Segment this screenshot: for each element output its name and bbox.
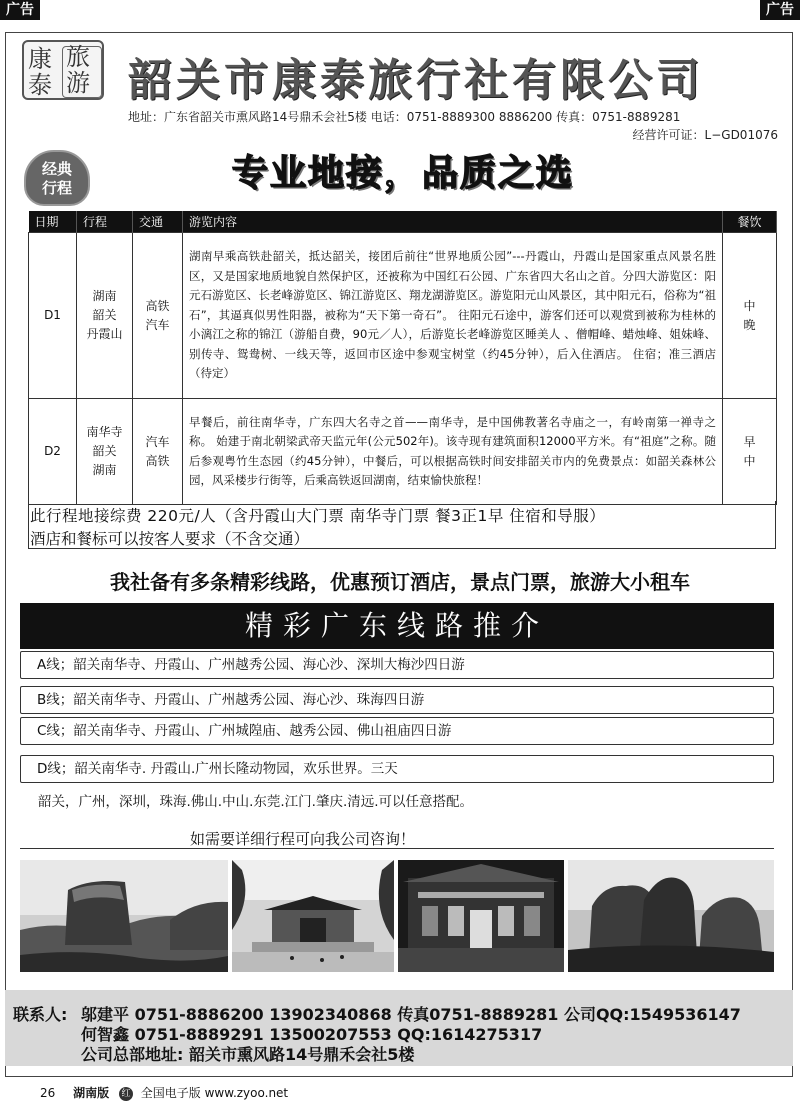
contact-row-3: 公司总部地址: 韶关市熏风路14号鼎禾会社5楼	[81, 1045, 415, 1064]
slogan: 专业地接，品质之选	[232, 153, 575, 194]
transport-mode: 高铁	[145, 298, 170, 313]
photo-danxia-rock	[20, 860, 228, 972]
website-label: 全国电子版 www.zyoo.net	[140, 1086, 289, 1100]
classic-itinerary-badge	[18, 150, 96, 206]
itinerary-table	[28, 211, 777, 505]
content-cell: 湖南早乘高铁赴韶关，抵达韶关，接团后前往“世界地质公园”---丹霞山，丹霞山是国家重点风景名胜区，又是国家地质地貌自然保护区，还被称为中国红石公园、广东省四大名山之首。分四大游览区：阳元石游览区、长老峰游览区、锦江游览区、翔龙湖游览区。游览阳元山风景区，其中阳元石，俗称为“祖石”，其逼真似男性阳器，被称为“天下第一奇石”。 往阳元石途中，游客们还可以观赏到被称为桂林的小漓江之称的锦江（游船自费，90元／人），后游览长老峰游览区睡美人 、僧帽峰、蜡烛峰、姐妹峰、别传寺、鸳鸯树、一线天等，返回市区途中参观宝树堂（约45分钟），后入住酒店。 住宿；准三酒店 （待定）	[183, 233, 723, 399]
photo-night-building	[398, 860, 564, 972]
route-item-a: A线；韶关南华寺、丹霞山、广州越秀公园、海心沙、深圳大梅沙四日游	[20, 651, 774, 679]
consult-note: 如需要详细行程可向我公司咨询！	[190, 830, 416, 848]
routes-banner: 精彩广东线路推介	[20, 603, 774, 649]
address-line: 地址：广东省韶关市熏风路14号鼎禾会社5楼 电话：0751-8889300 8886200 传真：0751-8889281	[128, 110, 681, 124]
transport-mode: 汽车	[145, 434, 170, 449]
edition-label: 湖南版	[73, 1086, 110, 1100]
table-row	[29, 233, 777, 399]
contact-bar	[5, 990, 793, 1066]
company-logo	[22, 40, 104, 100]
photo-danxia-peaks	[568, 860, 774, 972]
company-name: 韶关市康泰旅行社有限公司	[128, 55, 704, 106]
header-transport: 交通	[133, 211, 183, 233]
route-stop: 丹霞山	[86, 327, 123, 341]
header-content: 游览内容	[183, 211, 723, 233]
service-tagline: 我社备有多条精彩线路，优惠预订酒店，景点门票，旅游大小租车	[110, 570, 690, 594]
content-cell: 早餐后，前往南华寺，广东四大名寺之首——南华寺，是中国佛教著名寺庙之一，有岭南第一禅寺之称。 始建于南北朝梁武帝天监元年(公元502年)。该寺现有建筑面积12000平方米。有“祖庭”之称。随后参观粤竹生态园（约45分钟），中餐后，可以根据高铁时间安排韶关市内的免费景点：如韶关森林公园，风采楼步行街等，后乘高铁返回湖南，结束愉快旅程！	[183, 399, 723, 505]
route-stop: 韶关	[92, 444, 117, 458]
header-date: 日期	[29, 211, 77, 233]
badge-line-2: 行程	[41, 179, 72, 197]
ad-label-left: 广告	[0, 0, 40, 20]
photo-nanhua-temple	[232, 860, 394, 972]
divider	[20, 848, 774, 849]
table-row	[29, 399, 777, 505]
transport-mode: 高铁	[145, 453, 170, 468]
logo-char-1: 康	[28, 45, 52, 73]
route-cell	[77, 399, 133, 505]
page-footer	[40, 1084, 288, 1101]
header-meals: 餐饮	[723, 211, 777, 233]
route-item-d: D线；韶关南华寺. 丹霞山.广州长隆动物园，欢乐世界。三天	[20, 755, 774, 783]
ad-label-right: 广告	[760, 0, 800, 20]
route-stop: 韶关	[92, 308, 117, 322]
route-item-c: C线；韶关南华寺、丹霞山、广州城隍庙、越秀公园、佛山祖庙四日游	[20, 717, 774, 745]
header-route: 行程	[77, 211, 133, 233]
logo-char-3: 泰	[28, 71, 52, 99]
page-number: 26	[40, 1086, 56, 1100]
route-stop: 湖南	[92, 289, 117, 303]
day-cell: D1	[29, 233, 77, 399]
publisher-logo-icon: 红	[119, 1087, 133, 1101]
transport-cell	[133, 233, 183, 399]
meal: 中	[743, 298, 756, 313]
route-cell	[77, 233, 133, 399]
badge-line-1: 经典	[41, 160, 72, 178]
logo-char-4: 游	[66, 69, 90, 97]
meal: 早	[743, 434, 756, 449]
table-header-row	[29, 211, 777, 233]
badge-background	[24, 150, 90, 206]
route-stop: 湖南	[92, 463, 117, 477]
day-cell: D2	[29, 399, 77, 505]
contact-label: 联系人:	[13, 1005, 68, 1024]
route-stop: 南华寺	[86, 425, 123, 439]
meals-cell	[723, 399, 777, 505]
route-item-b: B线；韶关南华寺、丹霞山、广州越秀公园、海心沙、珠海四日游	[20, 686, 774, 714]
contact-row-1: 邬建平 0751-8886200 13902340868 传真0751-8889281 公司QQ:1549536147	[81, 1005, 741, 1024]
logo-char-2: 旅	[66, 43, 90, 71]
transport-cell	[133, 399, 183, 505]
meals-cell	[723, 233, 777, 399]
route-combination-note: 韶关，广州，深圳，珠海.佛山.中山.东莞.江门.肇庆.清远.可以任意搭配。	[38, 794, 474, 810]
meal: 晚	[743, 317, 756, 332]
transport-mode: 汽车	[145, 317, 170, 332]
hotel-line: 酒店和餐标可以按客人要求（不含交通）	[30, 530, 310, 548]
contact-row-2: 何智鑫 0751-8889291 13500207553 QQ:1614275317	[81, 1025, 543, 1044]
meal: 中	[743, 453, 756, 468]
price-line: 此行程地接综费 220元/人（含丹霞山大门票 南华寺门票 餐3正1早 住宿和导服）	[30, 507, 606, 525]
license-number: 经营许可证：L−GD01076	[632, 128, 778, 142]
